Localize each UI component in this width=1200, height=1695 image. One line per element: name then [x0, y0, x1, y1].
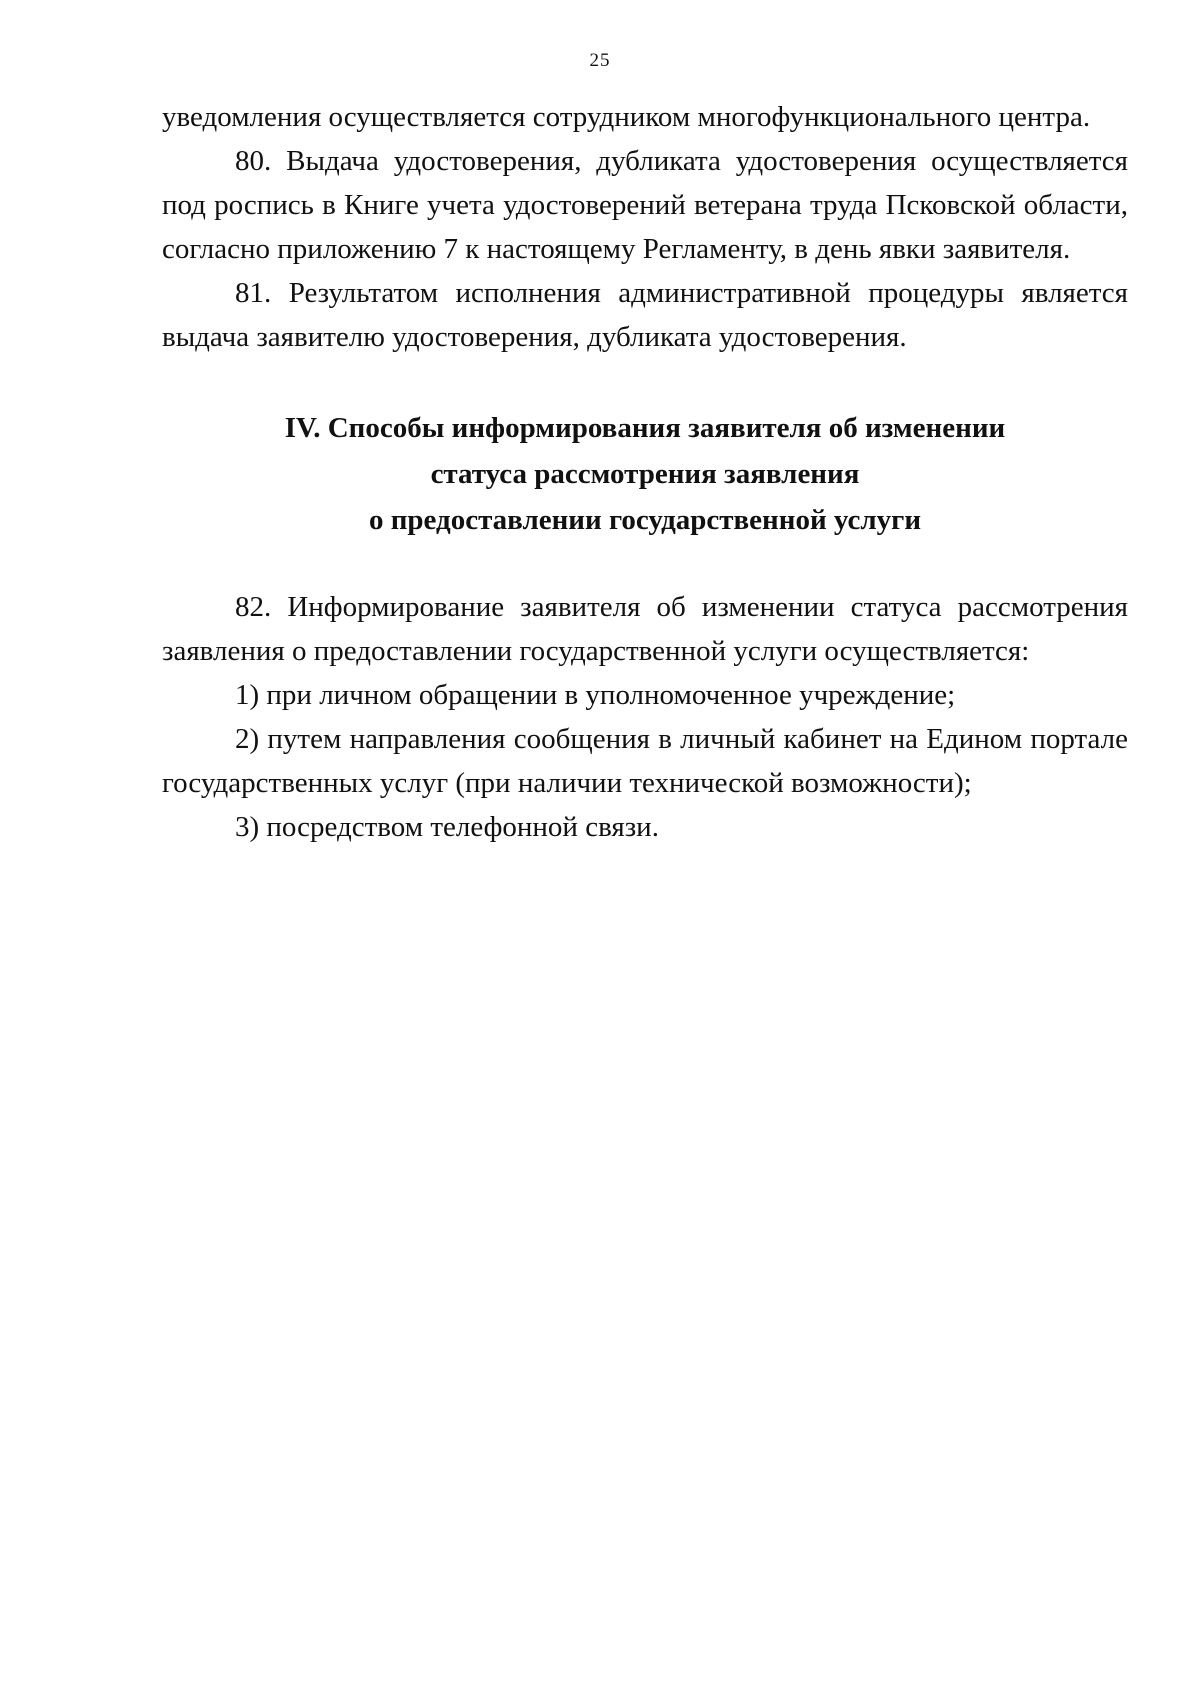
paragraph-81: 81. Результатом исполнения административной процедуры является выдача заявителю удостоверения, дубликата удостоверения. [162, 277, 1128, 353]
page-number: 25 [589, 50, 611, 71]
list-item-82-2: 2) путем направления сообщения в личный кабинет на Едином портале государственных услуг (при наличии технической возможности); [162, 723, 1128, 799]
paragraph-82: 82. Информирование заявителя об изменении статуса рассмотрения заявления о предоставлении государственной услуги осуществляется: [162, 591, 1128, 667]
paragraph-80: 80. Выдача удостоверения, дубликата удостоверения осуществляется под роспись в Книге учета удостоверений ветерана труда Псковской области, согласно приложению 7 к настоящему Регламенту, в день явки заявителя. [162, 145, 1128, 265]
document-body [162, 95, 1128, 849]
section-heading-line-2: статуса рассмотрения заявления [430, 458, 860, 490]
paragraph-continuation: уведомления осуществляется сотрудником многофункционального центра. [162, 101, 1091, 133]
section-heading-line-3: о предоставлении государственной услуги [368, 504, 922, 536]
list-item-82-1: 1) при личном обращении в уполномоченное учреждение; [235, 679, 956, 711]
list-item-82-3: 3) посредством телефонной связи. [235, 811, 659, 843]
section-heading [162, 359, 1128, 585]
section-heading-line-1: IV. Способы информирования заявителя об изменении [284, 412, 1006, 444]
